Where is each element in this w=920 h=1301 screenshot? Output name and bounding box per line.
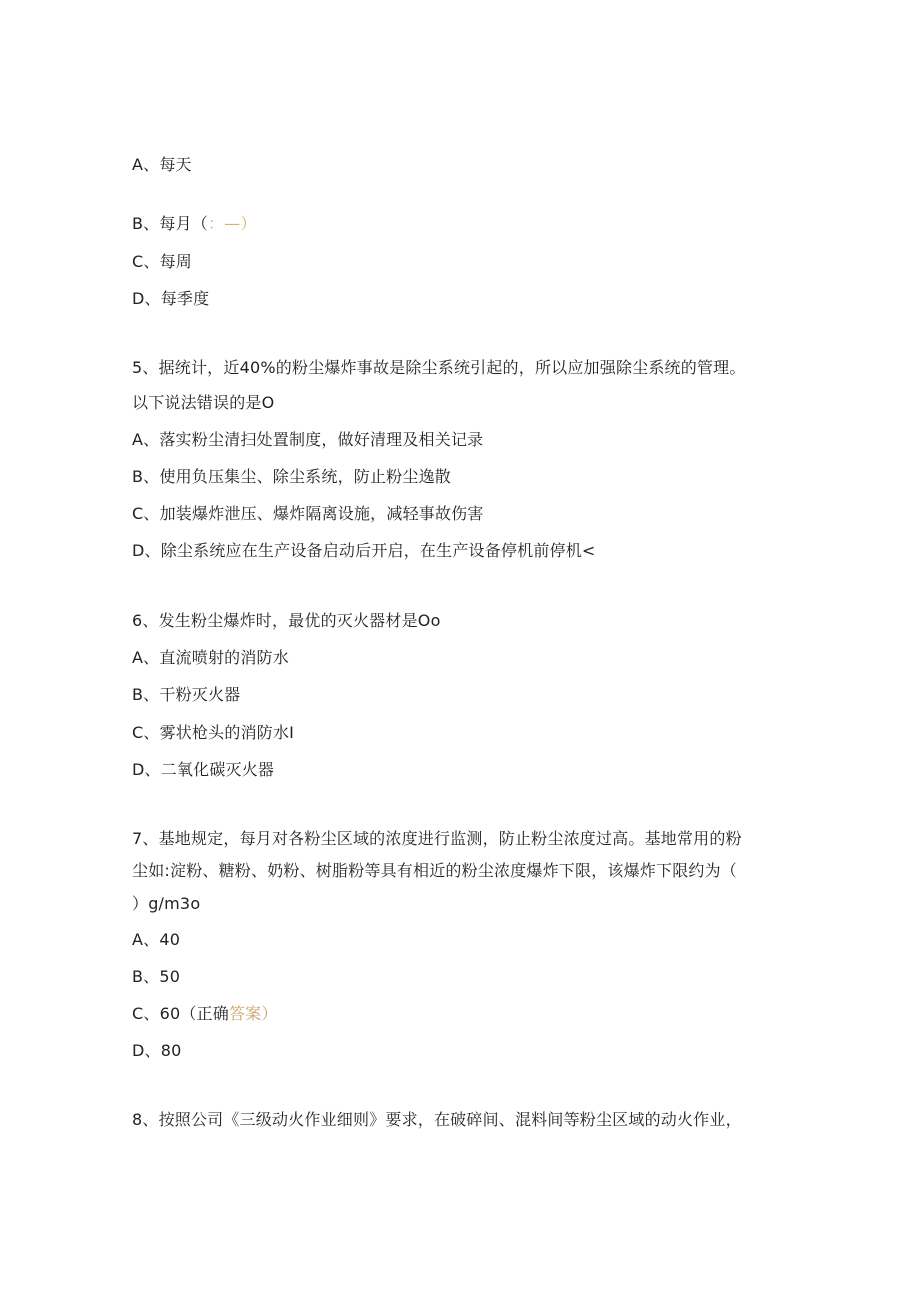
q4-option-b-text: B、每月（ [132, 214, 208, 233]
q7-question-line-3: ）g∕m3o [132, 894, 201, 913]
q5-option-b: B、使用负压集尘、除尘系统，防止粉尘逸散 [132, 467, 451, 486]
q7-option-b: B、50 [132, 967, 181, 986]
q7-option-c-text: C、60（正确 [132, 1004, 229, 1023]
q5-option-d: D、除尘系统应在生产设备启动后开启，在生产设备停机前停机< [132, 541, 596, 560]
q8-question-line-1: 8、按照公司《三级动火作业细则》要求，在破碎间、混料间等粉尘区域的动火作业， [132, 1110, 742, 1129]
q4-option-a: A、每天 [132, 155, 192, 174]
q6-option-d: D、二氧化碳灭火器 [132, 760, 275, 779]
q7-option-c-answer-mark: 答案） [228, 1004, 278, 1023]
q4-option-c: C、每周 [132, 252, 192, 271]
q5-option-a: A、落实粉尘清扫处置制度，做好清理及相关记录 [132, 430, 484, 449]
q7-question-line-2: 尘如:淀粉、糖粉、奶粉、树脂粉等具有相近的粉尘浓度爆炸下限，该爆炸下限约为（ [132, 861, 737, 880]
q7-option-c [132, 1004, 278, 1024]
q6-option-a: A、直流喷射的消防水 [132, 648, 289, 667]
q7-option-d: D、80 [132, 1041, 182, 1060]
q5-question-line-1: 5、据统计，近40%的粉尘爆炸事故是除尘系统引起的，所以应加强除尘系统的管理。 [132, 358, 746, 377]
q6-option-b: B、干粉灭火器 [132, 685, 241, 704]
q4-option-d: D、每季度 [132, 289, 210, 308]
q6-option-c: C、雾状枪头的消防水I [132, 723, 295, 742]
q4-option-b [132, 214, 257, 234]
q7-option-a: A、40 [132, 930, 181, 949]
q5-option-c: C、加装爆炸泄压、爆炸隔离设施，减轻事故伤害 [132, 504, 484, 523]
q6-question-line-1: 6、发生粉尘爆炸时，最优的灭火器材是Oo [132, 611, 441, 630]
q5-question-line-2: 以下说法错误的是O [132, 393, 275, 412]
q4-option-b-answer-mark: ：—） [207, 214, 257, 233]
q7-question-line-1: 7、基地规定，每月对各粉尘区域的浓度进行监测，防止粉尘浓度过高。基地常用的粉 [132, 829, 742, 848]
